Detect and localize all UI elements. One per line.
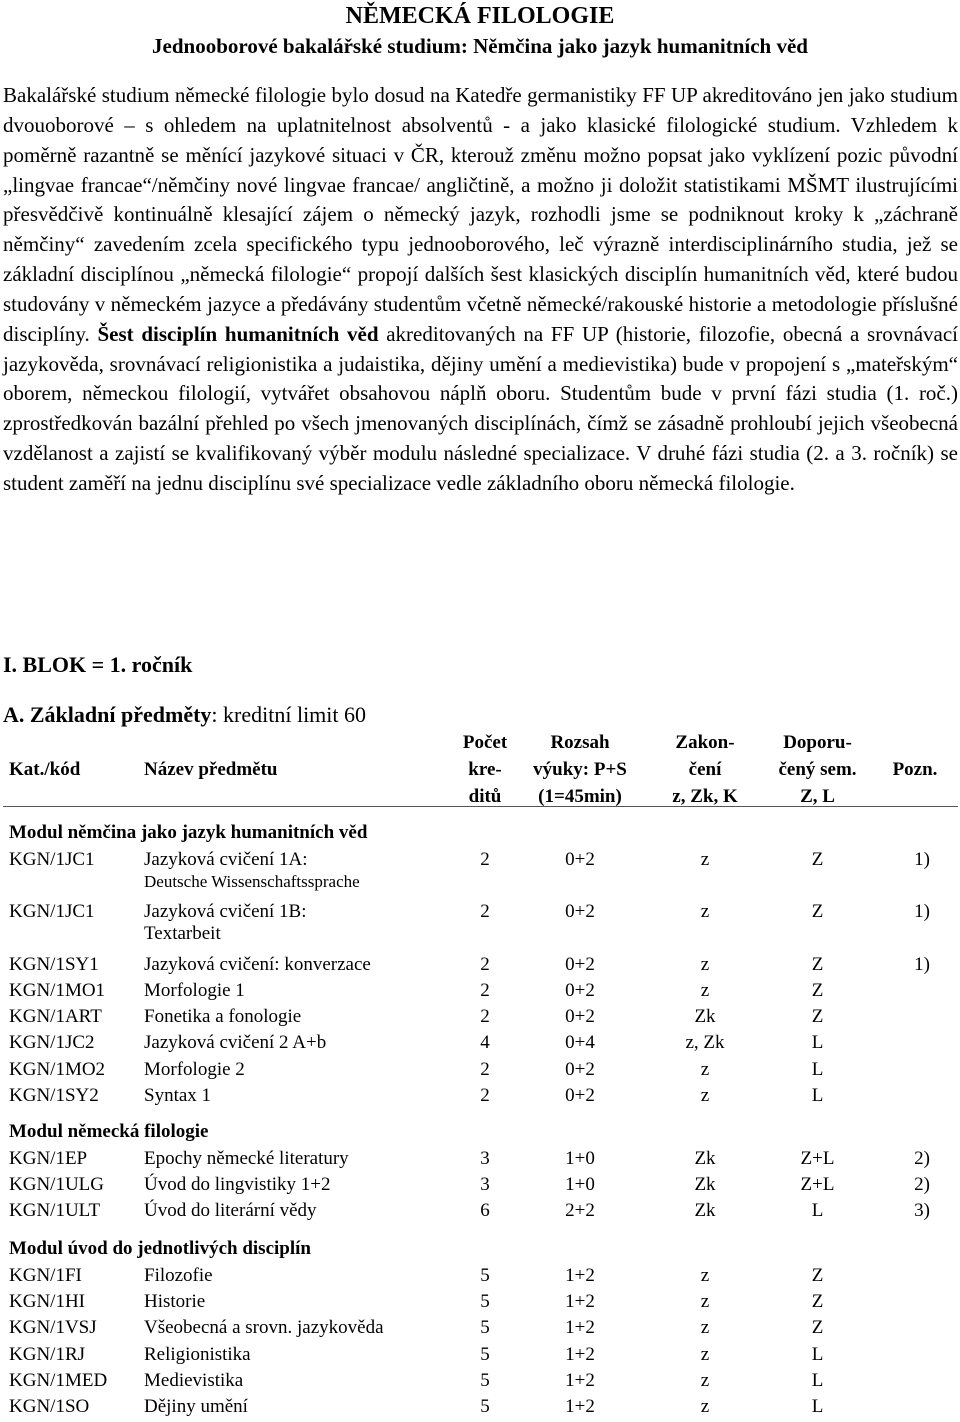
- intro-paragraph: [3, 81, 958, 499]
- cell-code: KGN/1SY2: [9, 1084, 99, 1106]
- cell-credits: 2: [480, 901, 490, 923]
- table-row: [0, 1057, 960, 1083]
- document-title: NĚMECKÁ FILOLOGIE: [345, 3, 615, 29]
- cell-rozsah: 1+0: [565, 1148, 595, 1169]
- intro-text-part1: Bakalářské studium německé filologie bylo dosud na Katedře germanistiky FF UP akreditováno jen jako studium dvouoborové – s ohledem na uplatnitelnost absolventů - a jako klasické filologické studium. Vzhledem k poměrně razantně se měnící jazykové situaci v ČR, kterouž změnu možno popsat jako vyklízení pozic původní „lingvae francae“/němčiny nové lingvae francae/ angličtině, a možno ji doložit statistikami MŠMT ilustrujícími přesvědčivě kontinuálně klesající zájem o německý jazyk, rozhodli jsme se podniknout kroky k „záchraně němčiny“ zavedením zcela specifického typu jednooborového, leč výrazně interdisciplinárního studia, jež se základní disciplínou „německá filologie“ propojí dalších šest klasických disciplín humanitních věd, které budou studovány v německém jazyce a předávány studentům včetně německé/rakouské historie a metodologie příslušné disciplíny.: [3, 83, 958, 346]
- table-row: [0, 1289, 960, 1315]
- cell-rozsah: 1+2: [565, 1265, 595, 1286]
- cell-zak: z: [700, 1343, 710, 1365]
- table-row: [0, 1083, 960, 1109]
- col-header-dop-line1: Doporu-: [783, 732, 852, 753]
- cell-name: Epochy německé literatury: [144, 1148, 349, 1169]
- cell-credits: 2: [480, 849, 490, 870]
- cell-credits: 3: [480, 1174, 490, 1196]
- cell-name: Jazyková cvičení 1A:: [144, 849, 308, 870]
- cell-pozn: 1): [914, 953, 930, 975]
- cell-code: KGN/1MO1: [9, 980, 106, 1001]
- cell-pozn: 2): [914, 1174, 930, 1196]
- module-title: Modul německá filologie: [9, 1121, 209, 1142]
- cell-code: KGN/1HI: [9, 1291, 85, 1313]
- cell-zak: Zk: [694, 1200, 716, 1222]
- cell-zak: z: [700, 980, 710, 1001]
- cell-rozsah: 1+2: [565, 1317, 595, 1339]
- cell-code: KGN/1RJ: [9, 1343, 86, 1365]
- cell-dop: Z+L: [800, 1148, 835, 1169]
- table-row: [0, 899, 960, 925]
- module-title: Modul němčina jako jazyk humanitních věd: [9, 822, 368, 843]
- col-header-dop-line3: Z, L: [800, 786, 835, 807]
- col-header-pozn: Pozn.: [892, 759, 938, 780]
- cell-dop: L: [811, 1396, 824, 1417]
- col-header-credits-line1: Počet: [462, 732, 508, 753]
- cell-dop: Z: [811, 1265, 824, 1286]
- cell-dop: L: [811, 1369, 824, 1391]
- cell-code: KGN/1JC1: [9, 901, 95, 923]
- cell-credits: 2: [480, 980, 490, 1001]
- cell-dop: Z: [811, 1291, 824, 1313]
- table-row: [0, 1342, 960, 1368]
- cell-name: Úvod do literární vědy: [144, 1200, 317, 1222]
- table-row: [0, 952, 960, 978]
- cell-dop: Z: [811, 980, 824, 1001]
- cell-pozn: 1): [914, 849, 930, 870]
- cell-code: KGN/1SO: [9, 1396, 90, 1417]
- cell-code: KGN/1VSJ: [9, 1317, 97, 1339]
- col-header-name: Název předmětu: [144, 759, 278, 780]
- table-row: [0, 1146, 960, 1172]
- cell-code: KGN/1ART: [9, 1006, 102, 1028]
- cell-zak: z: [700, 953, 710, 975]
- cell-pozn: 2): [914, 1148, 930, 1169]
- cell-credits: 5: [480, 1265, 490, 1286]
- cell-credits: 2: [480, 953, 490, 975]
- col-header-zak-line1: Zakon-: [675, 732, 735, 753]
- cell-code: KGN/1MO2: [9, 1058, 106, 1080]
- table-row: [0, 978, 960, 1004]
- table-row: [0, 1030, 960, 1056]
- col-header-zak-line3: z, Zk, K: [672, 786, 738, 807]
- cell-name: Medievistika: [144, 1369, 244, 1391]
- cell-name: Všeobecná a srovn. jazykověda: [144, 1317, 384, 1339]
- col-header-dop: [760, 729, 875, 810]
- cell-name: Morfologie 2: [144, 1058, 245, 1080]
- cell-rozsah: 2+2: [565, 1200, 595, 1222]
- cell-zak: Zk: [694, 1174, 716, 1196]
- cell-rozsah: 0+2: [565, 1058, 595, 1080]
- cell-rozsah: 1+2: [565, 1369, 595, 1391]
- cell-name: Jazyková cvičení: konverzace: [144, 953, 371, 975]
- cell-credits: 2: [480, 1058, 490, 1080]
- blok-heading: I. BLOK = 1. ročník: [3, 652, 193, 677]
- cell-code: KGN/1JC2: [9, 1032, 95, 1054]
- cell-name: Dějiny umění: [144, 1396, 248, 1417]
- cell-pozn: 3): [914, 1200, 930, 1222]
- col-header-rozsah-line2: výuky: P+S: [533, 759, 627, 780]
- cell-code: KGN/1SY1: [9, 953, 99, 975]
- cell-code: KGN/1MED: [9, 1369, 108, 1391]
- col-header-rozsah-line1: Rozsah: [550, 732, 610, 753]
- cell-dop: L: [811, 1084, 824, 1106]
- cell-dop: Z: [811, 1006, 824, 1028]
- cell-code: KGN/1JC1: [9, 849, 95, 870]
- cell-rozsah: 0+2: [565, 849, 595, 870]
- cell-rozsah: 1+2: [565, 1343, 595, 1365]
- cell-credits: 5: [480, 1369, 490, 1391]
- document-subtitle: Jednooborové bakalářské studium: Němčina jako jazyk humanitních věd: [152, 34, 808, 58]
- cell-credits: 2: [480, 1006, 490, 1028]
- cell-zak: Zk: [694, 1006, 716, 1028]
- intro-text-bold: Šest disciplín humanitních věd: [97, 321, 379, 346]
- cell-name-subtitle: Textarbeit: [144, 923, 221, 945]
- cell-credits: 4: [480, 1032, 490, 1054]
- table-row: [0, 1172, 960, 1198]
- cell-credits: 3: [480, 1148, 490, 1169]
- cell-code: KGN/1ULT: [9, 1200, 101, 1222]
- table-row: [0, 1004, 960, 1030]
- cell-credits: 2: [480, 1084, 490, 1106]
- table-row: [0, 1263, 960, 1289]
- col-header-zak-line2: čení: [688, 759, 722, 780]
- cell-dop: L: [811, 1058, 824, 1080]
- cell-credits: 5: [480, 1317, 490, 1339]
- cell-credits: 5: [480, 1291, 490, 1313]
- cell-zak: z: [700, 1265, 710, 1286]
- table-row: [0, 1198, 960, 1224]
- cell-dop: Z: [811, 1317, 824, 1339]
- cell-credits: 5: [480, 1343, 490, 1365]
- cell-zak: z: [700, 1396, 710, 1417]
- cell-pozn: 1): [914, 901, 930, 923]
- intro-text-part2: akreditovaných na FF UP (historie, filozofie, obecná a srovnávací jazykověda, srovnávací religionistika a judaistika, dějiny umění a medievistika) bude v propojení s „mateřským“ oborem, německou filologií, vytvářet obsahovou náplň oboru. Studentům bude v první fázi studia (1. roč.) zprostředkován bazální přehled po všech jmenovaných disciplínách, čímž se zásadně prohloubí jejich všeobecná vzdělanost a zajistí se kvalifikovaný výběr modulu následné specializace. V druhé fázi studia (2. a 3. ročník) se student zaměří na jednu disciplínu své specializace vedle základního oboru německá filologie.: [3, 321, 958, 495]
- module-title: Modul úvod do jednotlivých disciplín: [9, 1238, 311, 1259]
- cell-dop: Z+L: [800, 1174, 835, 1196]
- cell-dop: L: [811, 1032, 824, 1054]
- cell-zak: z: [700, 901, 710, 923]
- cell-zak: z, Zk: [685, 1032, 725, 1054]
- cell-dop: L: [811, 1200, 824, 1222]
- cell-name: Jazyková cvičení 2 A+b: [144, 1032, 327, 1054]
- section-heading: [3, 701, 366, 729]
- table-row: [0, 847, 960, 873]
- cell-rozsah: 1+0: [565, 1174, 595, 1196]
- cell-name: Historie: [144, 1291, 206, 1313]
- cell-rozsah: 0+4: [565, 1032, 595, 1054]
- section-heading-rest: : kreditní limit 60: [211, 702, 367, 727]
- col-header-credits-line2: kre-: [468, 759, 502, 780]
- table-row: [0, 1394, 960, 1420]
- cell-code: KGN/1EP: [9, 1148, 88, 1169]
- table-row: [0, 1368, 960, 1394]
- col-header-dop-line2: čený sem.: [778, 759, 857, 780]
- table-row: [0, 1315, 960, 1341]
- cell-name: Fonetika a fonologie: [144, 1006, 302, 1028]
- cell-name: Filozofie: [144, 1265, 213, 1286]
- cell-zak: z: [700, 1317, 710, 1339]
- cell-zak: z: [700, 1291, 710, 1313]
- cell-zak: z: [700, 1084, 710, 1106]
- cell-rozsah: 1+2: [565, 1396, 595, 1417]
- cell-rozsah: 0+2: [565, 953, 595, 975]
- cell-name-subtitle: Deutsche Wissenschaftssprache: [144, 872, 360, 891]
- header-rule: [3, 806, 958, 807]
- col-header-rozsah-line3: (1=45min): [538, 786, 622, 807]
- col-header-rozsah: [515, 729, 645, 810]
- cell-zak: Zk: [694, 1148, 716, 1169]
- cell-credits: 6: [480, 1200, 490, 1222]
- cell-name: Morfologie 1: [144, 980, 245, 1001]
- cell-rozsah: 1+2: [565, 1291, 595, 1313]
- cell-credits: 5: [480, 1396, 490, 1417]
- cell-zak: z: [700, 1058, 710, 1080]
- cell-rozsah: 0+2: [565, 1084, 595, 1106]
- cell-rozsah: 0+2: [565, 901, 595, 923]
- cell-zak: z: [700, 849, 710, 870]
- section-heading-bold: A. Základní předměty: [3, 702, 212, 727]
- col-header-credits-line3: ditů: [468, 786, 502, 807]
- cell-name: Jazyková cvičení 1B:: [144, 901, 307, 923]
- cell-dop: Z: [811, 901, 824, 923]
- cell-dop: Z: [811, 953, 824, 975]
- cell-name: Religionistika: [144, 1343, 251, 1365]
- cell-code: KGN/1FI: [9, 1265, 82, 1286]
- cell-zak: z: [700, 1369, 710, 1391]
- cell-name: Úvod do lingvistiky 1+2: [144, 1174, 331, 1196]
- cell-dop: L: [811, 1343, 824, 1365]
- col-header-code: Kat./kód: [9, 759, 81, 780]
- cell-rozsah: 0+2: [565, 1006, 595, 1028]
- cell-rozsah: 0+2: [565, 980, 595, 1001]
- cell-code: KGN/1ULG: [9, 1174, 104, 1196]
- col-header-zak: [655, 729, 755, 810]
- cell-name: Syntax 1: [144, 1084, 212, 1106]
- cell-dop: Z: [811, 849, 824, 870]
